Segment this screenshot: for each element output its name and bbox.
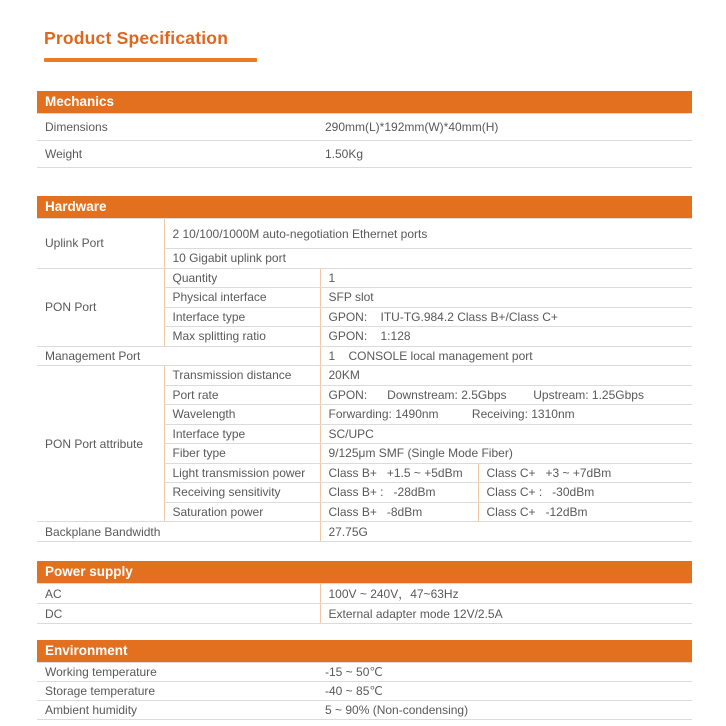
table-row: [37, 663, 692, 682]
spec-value: 2 10/100/1000M auto-negotiation Ethernet ports: [164, 219, 692, 249]
table-row: [37, 268, 692, 288]
section-header-power-supply: Power supply: [37, 561, 692, 583]
table-row: [37, 219, 692, 249]
spec-value: SC/UPC: [320, 424, 692, 444]
spec-label: PON Port: [37, 268, 164, 346]
spec-value: GPON: ITU-TG.984.2 Class B+/Class C+: [320, 307, 692, 327]
spec-value-class-b: Class B+ -8dBm: [320, 502, 478, 522]
spec-sublabel: Interface type: [164, 424, 320, 444]
power-supply-table: [37, 583, 692, 624]
spec-value: External adapter mode 12V/2.5A: [320, 604, 692, 624]
spec-value: -15 ~ 50℃: [325, 663, 692, 682]
spec-label: Working temperature: [37, 663, 325, 682]
spec-label: AC: [37, 584, 320, 604]
section-header-environment: Environment: [37, 640, 692, 662]
spec-label: Weight: [37, 141, 325, 168]
table-row: [37, 701, 692, 720]
spec-label: Dimensions: [37, 114, 325, 141]
spec-value: Forwarding: 1490nm Receiving: 1310nm: [320, 405, 692, 425]
spec-label: Backplane Bandwidth: [37, 522, 320, 542]
spec-sublabel: Transmission distance: [164, 366, 320, 386]
spec-label: Management Port: [37, 346, 320, 366]
spec-value: GPON: 1:128: [320, 327, 692, 347]
title-underline: [44, 58, 257, 62]
spec-sublabel: Interface type: [164, 307, 320, 327]
spec-value: 1 CONSOLE local management port: [320, 346, 692, 366]
spec-value-class-b: Class B+ : -28dBm: [320, 483, 478, 503]
spec-label: Ambient humidity: [37, 701, 325, 720]
spec-sublabel: Port rate: [164, 385, 320, 405]
hardware-table: [37, 218, 692, 542]
spec-label: Uplink Port: [37, 219, 164, 269]
page-title: Product Specification: [44, 28, 229, 48]
section-header-hardware: Hardware: [37, 196, 692, 218]
spec-value-class-c: Class C+ -12dBm: [478, 502, 692, 522]
section-header-mechanics: Mechanics: [37, 91, 692, 113]
table-row: [37, 584, 692, 604]
spec-sublabel: Wavelength: [164, 405, 320, 425]
spec-label: DC: [37, 604, 320, 624]
table-row: [37, 604, 692, 624]
spec-value-class-c: Class C+ +3 ~ +7dBm: [478, 463, 692, 483]
spec-sublabel: Receiving sensitivity: [164, 483, 320, 503]
spec-value: 10 Gigabit uplink port: [164, 249, 692, 269]
spec-value: 5 ~ 90% (Non-condensing): [325, 701, 692, 720]
spec-value: -40 ~ 85℃: [325, 682, 692, 701]
spec-sublabel: Light transmission power: [164, 463, 320, 483]
spec-value: 9/125μm SMF (Single Mode Fiber): [320, 444, 692, 464]
spec-sublabel: Saturation power: [164, 502, 320, 522]
spec-value: 20KM: [320, 366, 692, 386]
environment-table: [37, 662, 692, 720]
spec-value: 100V ~ 240V，47~63Hz: [320, 584, 692, 604]
spec-label: Storage temperature: [37, 682, 325, 701]
table-row: [37, 114, 692, 141]
spec-value: 1: [320, 268, 692, 288]
spec-value-class-c: Class C+ : -30dBm: [478, 483, 692, 503]
spec-value-class-b: Class B+ +1.5 ~ +5dBm: [320, 463, 478, 483]
spec-sublabel: Quantity: [164, 268, 320, 288]
table-row: [37, 682, 692, 701]
table-row: [37, 522, 692, 542]
spec-value: 1.50Kg: [325, 141, 692, 168]
spec-value: SFP slot: [320, 288, 692, 308]
table-row: [37, 141, 692, 168]
spec-sublabel: Fiber type: [164, 444, 320, 464]
spec-value: 290mm(L)*192mm(W)*40mm(H): [325, 114, 692, 141]
mechanics-table: [37, 113, 692, 168]
spec-sublabel: Max splitting ratio: [164, 327, 320, 347]
spec-sublabel: Physical interface: [164, 288, 320, 308]
spec-value: 27.75G: [320, 522, 692, 542]
spec-label: PON Port attribute: [37, 366, 164, 522]
table-row: [37, 346, 692, 366]
spec-value: GPON: Downstream: 2.5Gbps Upstream: 1.25Gbps: [320, 385, 692, 405]
table-row: [37, 366, 692, 386]
